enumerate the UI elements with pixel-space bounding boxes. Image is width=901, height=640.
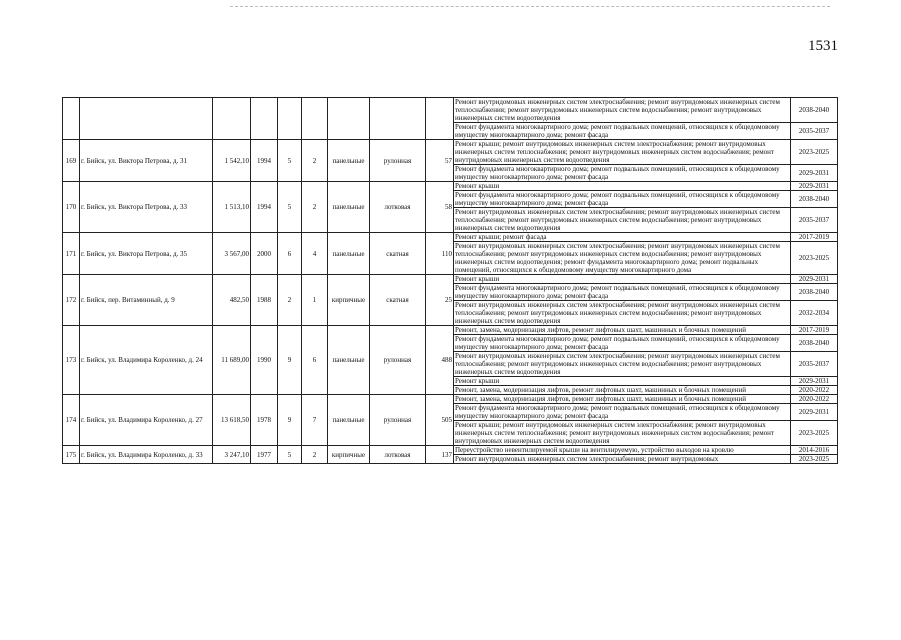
work-description-cell: Ремонт фундамента многоквартирного дома; ремонт подвальных помещений, относящихся к общедомовому имуществу многоквартирного дома; ремонт фасада bbox=[454, 335, 791, 352]
work-description-cell: Ремонт крыши bbox=[454, 182, 791, 191]
table-row bbox=[63, 446, 838, 455]
floors-cell: 9 bbox=[278, 326, 302, 395]
residents-cell: 505 bbox=[426, 395, 454, 446]
work-period-cell: 2038-2040 bbox=[791, 191, 838, 208]
table-row bbox=[63, 275, 838, 284]
wall-material-cell: панельные bbox=[328, 326, 370, 395]
roof-type-cell: рулонная bbox=[370, 326, 426, 395]
work-period-cell: 2020-2022 bbox=[791, 395, 838, 404]
row-number-cell: 171 bbox=[63, 233, 80, 275]
roof-type-cell: рулонная bbox=[370, 140, 426, 182]
year-built-cell: 1994 bbox=[251, 140, 278, 182]
work-period-cell: 2023-2025 bbox=[791, 421, 838, 446]
floors-cell: 5 bbox=[278, 140, 302, 182]
entrances-cell: 4 bbox=[302, 233, 328, 275]
work-period-cell: 2014-2016 bbox=[791, 446, 838, 455]
table-row bbox=[63, 326, 838, 335]
work-period-cell: 2023-2025 bbox=[791, 140, 838, 165]
work-period-cell: 2029-2031 bbox=[791, 404, 838, 421]
work-description-cell: Ремонт фундамента многоквартирного дома; ремонт подвальных помещений, относящихся к общедомовому имуществу многоквартирного дома; ремонт фасада bbox=[454, 404, 791, 421]
entrances-cell: 2 bbox=[302, 140, 328, 182]
work-description-cell: Ремонт, замена, модернизация лифтов, ремонт лифтовых шахт, машинных и блочных помещений bbox=[454, 386, 791, 395]
work-period-cell: 2023-2025 bbox=[791, 242, 838, 275]
work-period-cell: 2035-2037 bbox=[791, 208, 838, 233]
wall-material-cell bbox=[328, 98, 370, 140]
year-built-cell: 2000 bbox=[251, 233, 278, 275]
roof-type-cell bbox=[370, 98, 426, 140]
work-description-cell: Ремонт крыши bbox=[454, 377, 791, 386]
work-period-cell: 2029-2031 bbox=[791, 275, 838, 284]
work-period-cell: 2029-2031 bbox=[791, 165, 838, 182]
work-period-cell: 2023-2025 bbox=[791, 455, 838, 464]
work-description-cell: Ремонт фундамента многоквартирного дома; ремонт подвальных помещений, относящихся к общедомовому имуществу многоквартирного дома; ремонт фасада bbox=[454, 284, 791, 301]
work-description-cell: Ремонт внутридомовых инженерных систем электроснабжения; ремонт внутридомовых bbox=[454, 455, 791, 464]
residents-cell bbox=[426, 98, 454, 140]
work-period-cell: 2029-2031 bbox=[791, 377, 838, 386]
area-cell: 482,50 bbox=[213, 275, 251, 326]
work-description-cell: Ремонт внутридомовых инженерных систем электроснабжения; ремонт внутридомовых инженерных систем теплоснабжения; ремонт внутридомовых инженерных систем водоснабжения; ремонт внутридомовых инженерных систем водоотведения bbox=[454, 208, 791, 233]
work-description-cell: Ремонт крыши bbox=[454, 275, 791, 284]
roof-type-cell: лотковая bbox=[370, 182, 426, 233]
year-built-cell: 1994 bbox=[251, 182, 278, 233]
entrances-cell: 2 bbox=[302, 446, 328, 464]
work-period-cell: 2017-2019 bbox=[791, 233, 838, 242]
work-period-cell: 2038-2040 bbox=[791, 284, 838, 301]
floors-cell: 2 bbox=[278, 275, 302, 326]
entrances-cell: 1 bbox=[302, 275, 328, 326]
address-cell bbox=[80, 98, 213, 140]
work-description-cell: Ремонт внутридомовых инженерных систем электроснабжения; ремонт внутридомовых инженерных систем теплоснабжения; ремонт внутридомовых инженерных систем водоснабжения; ремонт внутридомовых инженерных систем водоотведения bbox=[454, 352, 791, 377]
work-description-cell: Ремонт внутридомовых инженерных систем электроснабжения; ремонт внутридомовых инженерных систем теплоснабжения; ремонт внутридомовых инженерных систем водоснабжения; ремонт внутридомовых инженерных систем водоотведения bbox=[454, 98, 791, 123]
work-period-cell: 2020-2022 bbox=[791, 386, 838, 395]
area-cell bbox=[213, 98, 251, 140]
work-period-cell: 2017-2019 bbox=[791, 326, 838, 335]
work-period-cell: 2032-2034 bbox=[791, 301, 838, 326]
work-description-cell: Ремонт крыши; ремонт фасада bbox=[454, 233, 791, 242]
wall-material-cell: панельные bbox=[328, 140, 370, 182]
year-built-cell: 1988 bbox=[251, 275, 278, 326]
roof-type-cell: рулонная bbox=[370, 395, 426, 446]
roof-type-cell: скатная bbox=[370, 275, 426, 326]
wall-material-cell: панельные bbox=[328, 395, 370, 446]
entrances-cell: 7 bbox=[302, 395, 328, 446]
row-number-cell: 170 bbox=[63, 182, 80, 233]
housing-repair-table bbox=[62, 97, 838, 464]
work-period-cell: 2038-2040 bbox=[791, 98, 838, 123]
work-period-cell: 2035-2037 bbox=[791, 352, 838, 377]
address-cell: г. Бийск, ул. Виктора Петрова, д. 31 bbox=[80, 140, 213, 182]
roof-type-cell: скатная bbox=[370, 233, 426, 275]
work-description-cell: Ремонт фундамента многоквартирного дома; ремонт подвальных помещений, относящихся к общедомовому имуществу многоквартирного дома; ремонт фасада bbox=[454, 165, 791, 182]
table-row bbox=[63, 140, 838, 165]
area-cell: 11 689,00 bbox=[213, 326, 251, 395]
table-row bbox=[63, 98, 838, 123]
row-number-cell: 174 bbox=[63, 395, 80, 446]
work-description-cell: Ремонт фундамента многоквартирного дома; ремонт подвальных помещений, относящихся к общедомовому имуществу многоквартирного дома; ремонт фасада bbox=[454, 123, 791, 140]
wall-material-cell: кирпичные bbox=[328, 446, 370, 464]
row-number-cell: 172 bbox=[63, 275, 80, 326]
page-number: 1531 bbox=[808, 38, 838, 54]
year-built-cell: 1990 bbox=[251, 326, 278, 395]
residents-cell: 110 bbox=[426, 233, 454, 275]
area-cell: 1 542,10 bbox=[213, 140, 251, 182]
work-description-cell: Ремонт крыши; ремонт внутридомовых инженерных систем электроснабжения; ремонт внутридомовых инженерных систем теплоснабжения; ремонт внутридомовых инженерных систем водоснабжения; ремонт внутридомовых инженерных систем водоотведения bbox=[454, 140, 791, 165]
table-row bbox=[63, 182, 838, 191]
residents-cell: 57 bbox=[426, 140, 454, 182]
work-description-cell: Ремонт, замена, модернизация лифтов, ремонт лифтовых шахт, машинных и блочных помещений bbox=[454, 326, 791, 335]
floors-cell: 6 bbox=[278, 233, 302, 275]
residents-cell: 488 bbox=[426, 326, 454, 395]
row-number-cell: 173 bbox=[63, 326, 80, 395]
floors-cell bbox=[278, 98, 302, 140]
scan-artifact-line bbox=[230, 6, 830, 7]
address-cell: г. Бийск, ул. Виктора Петрова, д. 33 bbox=[80, 182, 213, 233]
row-number-cell: 169 bbox=[63, 140, 80, 182]
residents-cell: 58 bbox=[426, 182, 454, 233]
area-cell: 3 247,10 bbox=[213, 446, 251, 464]
table-row bbox=[63, 233, 838, 242]
floors-cell: 5 bbox=[278, 182, 302, 233]
address-cell: г. Бийск, ул. Владимира Короленко, д. 33 bbox=[80, 446, 213, 464]
work-period-cell: 2035-2037 bbox=[791, 123, 838, 140]
work-description-cell: Ремонт фундамента многоквартирного дома; ремонт подвальных помещений, относящихся к общедомовому имуществу многоквартирного дома; ремонт фасада bbox=[454, 191, 791, 208]
work-description-cell: Ремонт крыши; ремонт внутридомовых инженерных систем электроснабжения; ремонт внутридомовых инженерных систем теплоснабжения; ремонт внутридомовых инженерных систем водоснабжения; ремонт внутридомовых инженерных систем водоотведения bbox=[454, 421, 791, 446]
work-description-cell: Ремонт внутридомовых инженерных систем электроснабжения; ремонт внутридомовых инженерных систем теплоснабжения; ремонт внутридомовых инженерных систем водоснабжения; ремонт внутридомовых инженерных систем водоотведения; ремонт фундамента многоквартирного дома; ремонт подвальных помещений, относящихся к общедомовому имуществу многоквартирного дома bbox=[454, 242, 791, 275]
entrances-cell: 2 bbox=[302, 182, 328, 233]
floors-cell: 9 bbox=[278, 395, 302, 446]
area-cell: 1 513,10 bbox=[213, 182, 251, 233]
row-number-cell bbox=[63, 98, 80, 140]
row-number-cell: 175 bbox=[63, 446, 80, 464]
address-cell: г. Бийск, пер. Витаминный, д. 9 bbox=[80, 275, 213, 326]
work-description-cell: Переустройство невентилируемой крыши на вентилируемую, устройство выходов на кровлю bbox=[454, 446, 791, 455]
entrances-cell bbox=[302, 98, 328, 140]
table-row bbox=[63, 395, 838, 404]
area-cell: 3 567,00 bbox=[213, 233, 251, 275]
address-cell: г. Бийск, ул. Владимира Короленко, д. 24 bbox=[80, 326, 213, 395]
address-cell: г. Бийск, ул. Владимира Короленко, д. 27 bbox=[80, 395, 213, 446]
work-period-cell: 2038-2040 bbox=[791, 335, 838, 352]
wall-material-cell: кирпичные bbox=[328, 275, 370, 326]
year-built-cell: 1978 bbox=[251, 395, 278, 446]
work-description-cell: Ремонт внутридомовых инженерных систем электроснабжения; ремонт внутридомовых инженерных систем теплоснабжения; ремонт внутридомовых инженерных систем водоснабжения; ремонт внутридомовых инженерных систем водоотведения bbox=[454, 301, 791, 326]
year-built-cell: 1977 bbox=[251, 446, 278, 464]
address-cell: г. Бийск, ул. Виктора Петрова, д. 35 bbox=[80, 233, 213, 275]
work-description-cell: Ремонт, замена, модернизация лифтов, ремонт лифтовых шахт, машинных и блочных помещений bbox=[454, 395, 791, 404]
wall-material-cell: панельные bbox=[328, 182, 370, 233]
wall-material-cell: панельные bbox=[328, 233, 370, 275]
work-period-cell: 2029-2031 bbox=[791, 182, 838, 191]
residents-cell: 137 bbox=[426, 446, 454, 464]
residents-cell: 25 bbox=[426, 275, 454, 326]
roof-type-cell: лотковая bbox=[370, 446, 426, 464]
floors-cell: 5 bbox=[278, 446, 302, 464]
year-built-cell bbox=[251, 98, 278, 140]
area-cell: 13 618,50 bbox=[213, 395, 251, 446]
entrances-cell: 6 bbox=[302, 326, 328, 395]
